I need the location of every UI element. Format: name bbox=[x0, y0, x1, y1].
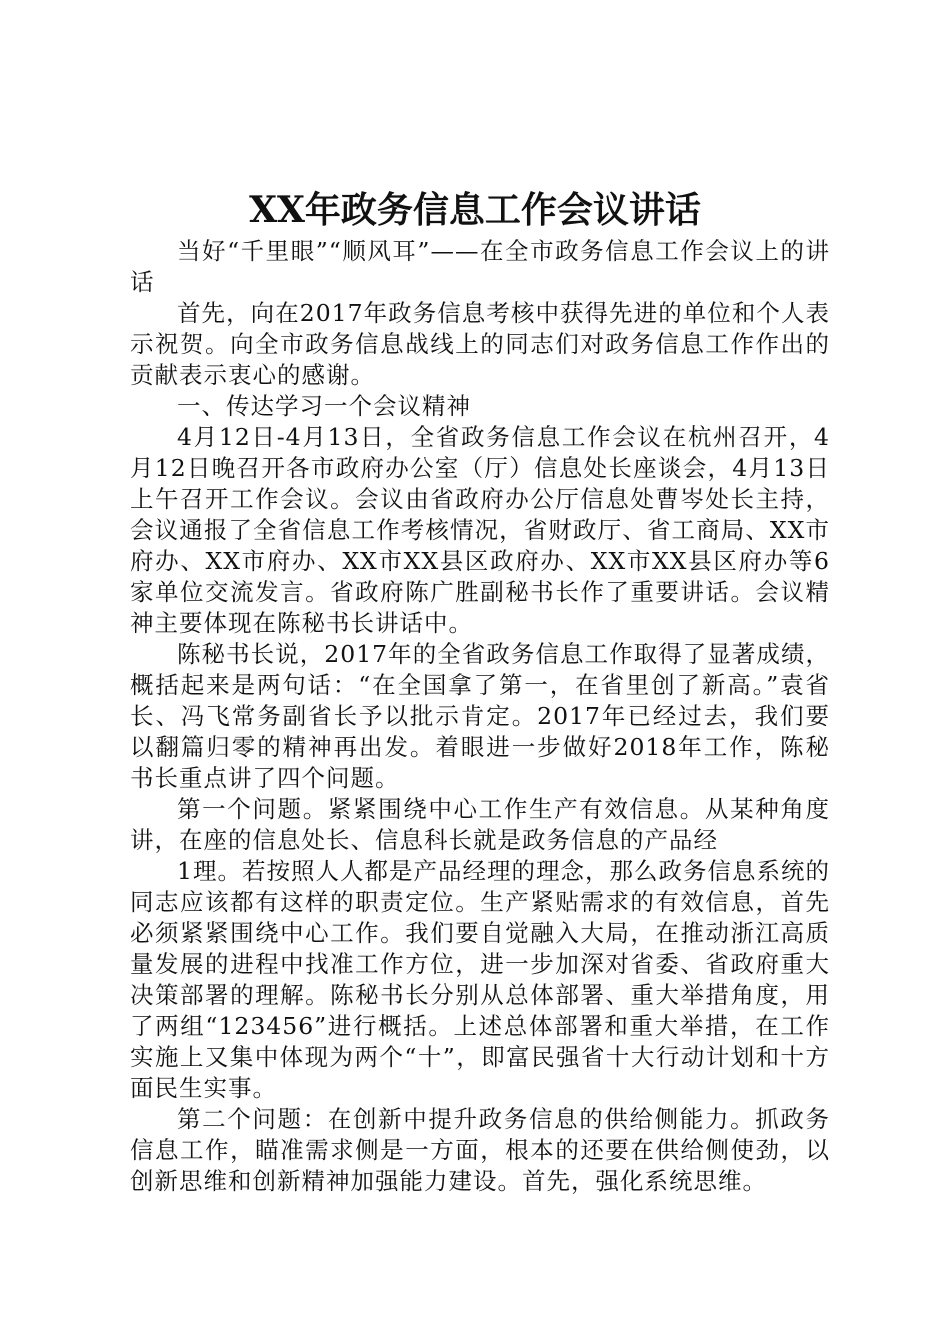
document-title: XX年政务信息工作会议讲话 bbox=[249, 189, 701, 231]
paragraph-issue-1-continued: 1理。若按照人人都是产品经理的理念，那么政务信息系统的同志应该都有这样的职责定位。生产紧贴需求的有效信息，首先必须紧紧围绕中心工作。我们要自觉融入大局，在推动浙江高质量发展的进程中找准工作方位，进一步加深对省委、省政府重大决策部署的理解。陈秘书长分别从总体部署、重大举措角度，用了两组“123456”进行概括。上述总体部署和重大举措，在工作实施上又集中体现为两个“十”，即富民强省十大行动计划和十方面民生实事。 bbox=[130, 857, 830, 1102]
document-body bbox=[130, 236, 830, 1197]
section-heading-1: 一、传达学习一个会议精神 bbox=[177, 392, 471, 420]
paragraph-secretary-remarks: 陈秘书长说，2017年的全省政务信息工作取得了显著成绩，概括起来是两句话：“在全国拿了第一，在省里创了新高。”袁省长、冯飞常务副省长予以批示肯定。2017年已经过去，我们要以翻篇归零的精神再出发。着眼进一步做好2018年工作，陈秘书长重点讲了四个问题。 bbox=[130, 640, 830, 792]
paragraph-subtitle: 当好“千里眼”“顺风耳”——在全市政务信息工作会议上的讲话 bbox=[130, 237, 830, 296]
paragraph-meeting-summary: 4月12日-4月13日，全省政务信息工作会议在杭州召开，4月12日晚召开各市政府办公室（厅）信息处长座谈会，4月13日上午召开工作会议。会议由省政府办公厅信息处曹岑处长主持，会议通报了全省信息工作考核情况，省财政厅、省工商局、XX市府办、XX市府办、XX市XX县区政府办、XX市XX县区府办等6家单位交流发言。省政府陈广胜副秘书长作了重要讲话。会议精神主要体现在陈秘书长讲话中。 bbox=[130, 423, 830, 637]
paragraph-greeting: 首先，向在2017年政务信息考核中获得先进的单位和个人表示祝贺。向全市政务信息战线上的同志们对政务信息工作作出的贡献表示衷心的感谢。 bbox=[130, 299, 830, 389]
paragraph-issue-2: 第二个问题：在创新中提升政务信息的供给侧能力。抓政务信息工作，瞄准需求侧是一方面，根本的还要在供给侧使劲，以创新思维和创新精神加强能力建设。首先，强化系统思维。 bbox=[130, 1105, 830, 1195]
paragraph-issue-1: 第一个问题。紧紧围绕中心工作生产有效信息。从某种角度讲，在座的信息处长、信息科长就是政务信息的产品经 bbox=[130, 795, 830, 854]
